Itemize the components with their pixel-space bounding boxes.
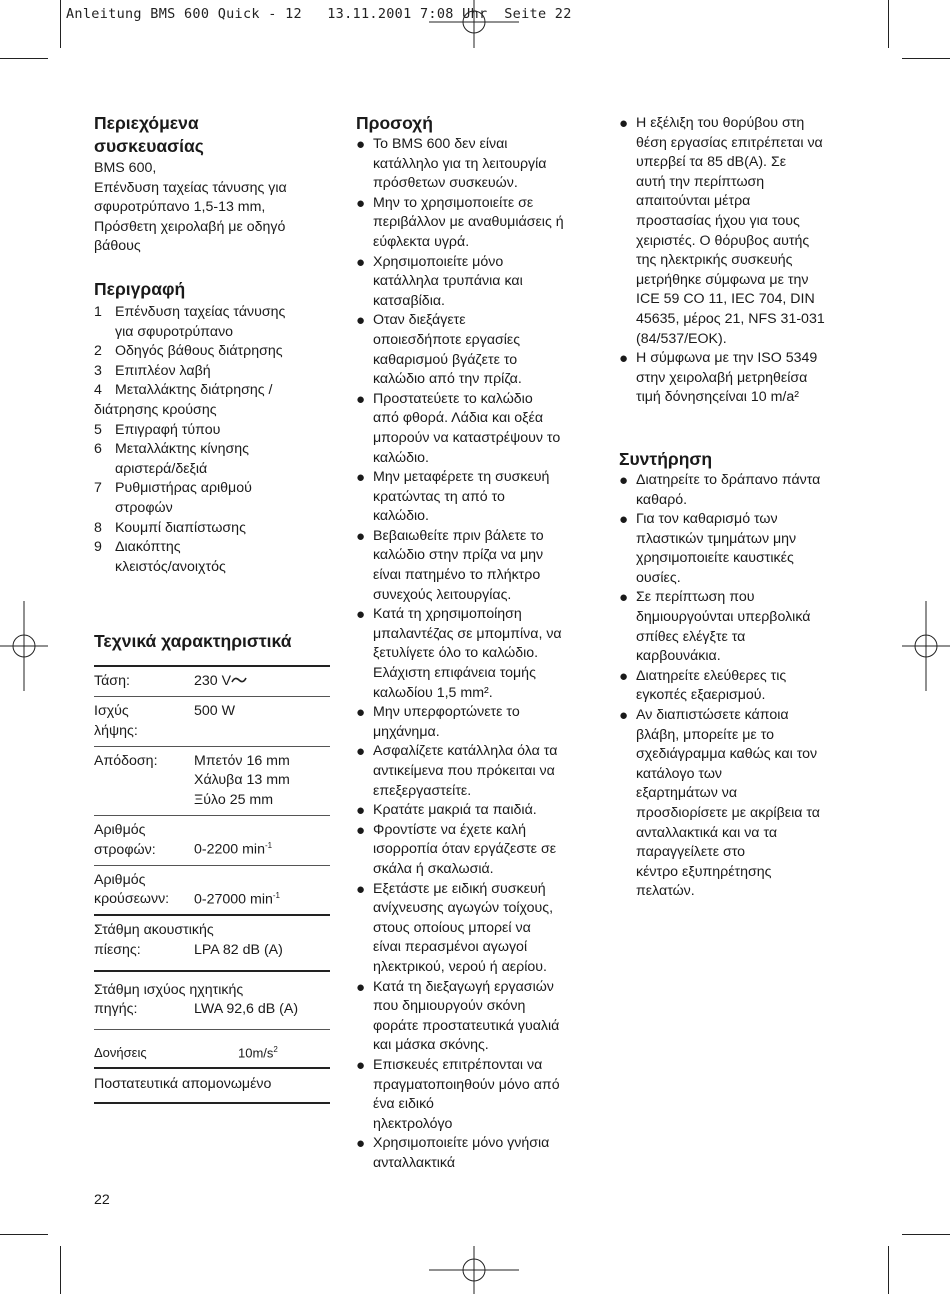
spec-row-speed: Αριθμός στροφών: 0-2200 $\min^{-1}$ bbox=[94, 816, 330, 866]
caution-item: ● Μην μεταφέρετε τη συσκευή κρατώντας τη από το καλώδιο. bbox=[356, 468, 596, 527]
caution-item: ● Κρατάτε μακριά τα παιδιά. bbox=[356, 802, 537, 820]
description-item-3: 3 Επιπλέον λαβή bbox=[94, 362, 211, 379]
crop-mark-bottom-left bbox=[60, 1246, 61, 1294]
registration-mark-right bbox=[902, 601, 950, 691]
caution-item: ● Χρησιμοποιείτε μόνο κατάλληλα τρυπάνια και κατσαβίδια. bbox=[356, 253, 596, 312]
description-item-9: 9 Διακόπτης κλειστός/ανοιχτός bbox=[94, 539, 226, 575]
crop-mark-bottom-left-h bbox=[0, 1234, 48, 1235]
description-item-4: 4 Μεταλλάκτης διάτρησης / διάτρησης κρούσης bbox=[94, 382, 273, 418]
bullet-icon: ● bbox=[356, 136, 366, 153]
contents-title: Περιεχόμενα συσκευασίας bbox=[94, 113, 204, 156]
bullet-icon: ● bbox=[619, 471, 629, 489]
caution-item: ● Προστατεύετε το καλώδιο από φθορά. Λάδια και οξέα μπορούν να καταστρέψουν το καλώδιο. bbox=[356, 390, 596, 468]
right-column bbox=[619, 114, 864, 902]
bullet-icon: ● bbox=[356, 802, 366, 820]
bullet-icon: ● bbox=[356, 390, 366, 408]
caution-item: ● Μην το χρησιμοποιείτε σε περιβάλλον με αναθυμιάσεις ή εύφλεκτα υγρά. bbox=[356, 194, 596, 253]
caution-list bbox=[356, 135, 596, 1173]
caution-item: ● Μην υπερφορτώνετε το μηχάνημα. bbox=[356, 703, 596, 742]
bullet-icon: ● bbox=[619, 707, 629, 725]
description-item-1: 1 Επένδυση ταχείας τάνυσης για σφυροτρύπανο bbox=[94, 303, 286, 340]
bullet-icon: ● bbox=[356, 312, 366, 330]
caution-item: ● Ασφαλίζετε κατάλληλα όλα τα αντικείμενα που πρόκειται να επεξεργαστείτε. bbox=[356, 742, 596, 801]
noise-list bbox=[619, 114, 864, 408]
bullet-icon: ● bbox=[356, 194, 366, 212]
maintenance-item: ● Αν διαπιστώσετε κάποια βλάβη, μπορείτε με το σχεδιάγραμμα καθώς και τον κατάλογο των εξαρτημάτων να προσδιορίσετε με ακρίβεια τα ανταλλακτικά και να τα παραγγείλετε στο κέντρο εξυπηρέτησης πελατών. bbox=[619, 706, 864, 902]
bullet-icon: ● bbox=[356, 1056, 366, 1074]
left-column bbox=[94, 112, 334, 1104]
caution-title: Προσοχή bbox=[356, 113, 433, 133]
bullet-icon: ● bbox=[619, 589, 629, 607]
description-item-2: 2 Οδηγός βάθους διάτρησης bbox=[94, 343, 283, 360]
description-item-7: 7 Ρυθμιστήρας αριθμού στροφών bbox=[94, 480, 252, 516]
caution-item: ● Εξετάστε με ειδική συσκευή ανίχνευσης αγωγών τοίχους, στους οποίους μπορεί να είναι περασμένοι αγωγοί ηλεκτρικού, νερού ή αερίου. bbox=[356, 880, 596, 978]
maintenance-item: ● Σε περίπτωση που δημιουργούνται υπερβολικά σπίθες ελέγξτε τα καρβουνάκια. bbox=[619, 588, 864, 666]
spec-row-sound-power: Στάθμη ισχύος ηχητικής πηγής: LWA 92,6 dB (A) bbox=[94, 971, 330, 1030]
spec-row-capacity: Απόδοση: Μπετόν 16 mm Χάλυβα 13 mm Ξύλο 25 mm bbox=[94, 746, 330, 815]
bullet-icon: ● bbox=[356, 880, 366, 898]
spec-row-insulation: Ποστατευτικά απομονωμένο bbox=[94, 1068, 330, 1103]
bullet-icon: ● bbox=[619, 511, 629, 529]
bullet-icon: ● bbox=[356, 743, 366, 761]
crop-mark-top-left-h bbox=[0, 58, 48, 59]
caution-item: ● Φροντίστε να έχετε καλή ισορροπία όταν εργάζεστε σε σκάλα ή σκαλωσιά. bbox=[356, 821, 596, 880]
spec-row-power: Ισχύς λήψης: 500 W bbox=[94, 697, 330, 747]
caution-item: ● Χρησιμοποιείτε μόνο γνήσια ανταλλακτικά bbox=[356, 1134, 596, 1173]
spec-row-voltage: Τάση: 230 V bbox=[94, 667, 330, 696]
bullet-icon: ● bbox=[356, 704, 366, 722]
specs-table bbox=[94, 667, 330, 1104]
bullet-icon: ● bbox=[356, 821, 366, 839]
spec-row-vibration: Δονήσεις $10m/s^2$ bbox=[94, 1030, 330, 1069]
bullet-icon: ● bbox=[356, 253, 366, 271]
bullet-icon: ● bbox=[356, 1135, 366, 1153]
caution-item: ● Οταν διεξάγετε οποιεσδήποτε εργασίες καθαρισμού βγάζετε το καλώδιο από την πρίζα. bbox=[356, 311, 596, 389]
caution-item: ● Επισκευές επιτρέπονται να πραγματοποιηθούν μόνο από ένα ειδικό ηλεκτρολόγο bbox=[356, 1056, 596, 1134]
description-list bbox=[94, 303, 334, 577]
print-header: Anleitung BMS 600 Quick - 12 13.11.2001 7:08 Uhr Seite 22 bbox=[66, 6, 572, 22]
caution-item: ● Κατά τη διεξαγωγή εργασιών που δημιουργούν σκόνη φοράτε προστατευτικά γυαλιά και μάσκα σκόνης. bbox=[356, 978, 596, 1056]
maintenance-item: ● Διατηρείτε το δράπανο πάντα καθαρό. bbox=[619, 471, 864, 510]
registration-mark-bottom bbox=[429, 1246, 519, 1294]
maintenance-item: ● Διατηρείτε ελεύθερες τις εγκοπές εξαερισμού. bbox=[619, 667, 864, 706]
spec-row-impact-rate: Αριθμός κρούσεωνν: 0-27000 $\min^{-1}$ bbox=[94, 865, 330, 915]
registration-mark-left bbox=[0, 601, 48, 691]
noise-item: ● Η σύμφωνα με την ISO 5349 στην χειρολαβή μετρηθείσα τιμή δόνησηςείναι 10 m/a² bbox=[619, 349, 864, 408]
crop-mark-bottom-right-h bbox=[902, 1234, 950, 1235]
bullet-icon: ● bbox=[356, 978, 366, 996]
caution-item: ● Το BMS 600 δεν είναι κατάλληλο για τη λειτουργία πρόσθετων συσκευών. bbox=[356, 135, 596, 194]
caution-item: ● Βεβαιωθείτε πριν βάλετε το καλώδιο στην πρίζα να μην είναι πατημένο το πλήκτρο συνεχούς λειτουργίας. bbox=[356, 527, 596, 605]
bullet-icon: ● bbox=[619, 667, 629, 685]
contents-text: BMS 600, Επένδυση ταχείας τάνυσης για σφυροτρύπανο 1,5-13 mm, Πρόσθετη χειρολαβή με οδηγό βάθους bbox=[94, 160, 287, 255]
specs-title: Τεχνικά χαρακτηριστικά bbox=[94, 631, 292, 652]
maintenance-list bbox=[619, 471, 864, 902]
description-title: Περιγραφή bbox=[94, 278, 186, 299]
maintenance-title: Συντήρηση bbox=[619, 448, 713, 469]
bullet-icon: ● bbox=[619, 115, 629, 132]
bullet-icon: ● bbox=[356, 606, 366, 624]
description-item-5: 5 Επιγραφή τύπου bbox=[94, 421, 221, 438]
registration-mark-top bbox=[429, 0, 519, 48]
caution-item: ● Κατά τη χρησιμοποίηση μπαλαντέζας σε μπομπίνα, να ξετυλίγετε όλο το καλώδιο. Ελάχιστη επιφάνεια τομής καλωδίου 1,5 mm². bbox=[356, 605, 596, 703]
bullet-icon: ● bbox=[619, 350, 629, 368]
noise-item: ● Η εξέλιξη του θορύβου στη θέση εργασίας επιτρέπεται να υπερβεί τα 85 dB(A). Σε αυτή την περίπτωση απαιτούνται μέτρα προστασίας ήχου για τους χειριστές. Ο θόρυβος αυτής της ηλεκτρικής συσκευής μετρήθηκε σύμφωνα με την ICE 59 CO 11, IEC 704, DIN 45635, μέρος 21, NFS 31-031 (84/537/EOK). bbox=[619, 114, 864, 349]
crop-mark-top-left bbox=[60, 0, 61, 48]
ac-symbol-icon bbox=[231, 675, 247, 685]
spec-row-sound-pressure: Στάθμη ακουστικής πίεσης: LPA 82 dB (A) bbox=[94, 915, 330, 970]
crop-mark-top-right-h bbox=[902, 58, 950, 59]
crop-mark-top-right bbox=[888, 0, 889, 48]
description-item-8: 8 Κουμπί διαπίστωσης bbox=[94, 519, 246, 536]
maintenance-item: ● Για τον καθαρισμό των πλαστικών τμημάτων μην χρησιμοποιείτε καυστικές ουσίες. bbox=[619, 510, 864, 588]
crop-mark-bottom-right bbox=[888, 1246, 889, 1294]
bullet-icon: ● bbox=[356, 527, 366, 545]
bullet-icon: ● bbox=[356, 469, 366, 487]
page-number: 22 bbox=[94, 1192, 110, 1208]
description-item-6: 6 Μεταλλάκτης κίνησης αριστερά/δεξιά bbox=[94, 441, 250, 477]
middle-column bbox=[356, 112, 596, 1173]
